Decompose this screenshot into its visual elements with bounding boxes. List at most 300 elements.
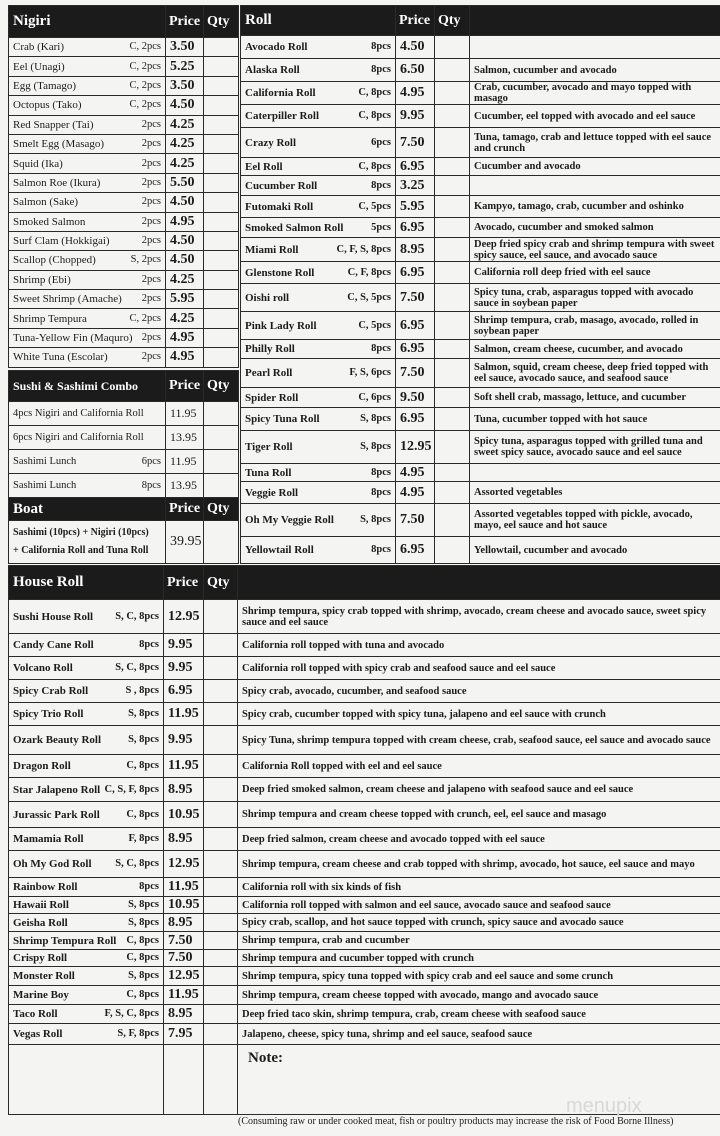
empty-cell bbox=[9, 1045, 164, 1115]
item-name bbox=[241, 504, 396, 537]
item-description: Kampyo, tamago, crab, cucumber and oshinko bbox=[470, 196, 720, 218]
item-name bbox=[9, 1005, 164, 1024]
qty-cell[interactable] bbox=[435, 359, 470, 388]
item-price: 11.95 bbox=[166, 402, 204, 426]
qty-cell[interactable] bbox=[204, 726, 238, 755]
menu-item-row bbox=[9, 897, 720, 914]
menu-item-row bbox=[9, 726, 720, 755]
item-name-text: Squid (Ika) bbox=[13, 157, 63, 170]
item-name-text: Shrimp Tempura bbox=[13, 312, 87, 325]
item-price: 8.95 bbox=[164, 778, 204, 802]
price-header: Price bbox=[164, 566, 204, 600]
item-description: Salmon, cream cheese, cucumber, and avocado bbox=[470, 340, 720, 359]
qty-cell[interactable] bbox=[435, 105, 470, 128]
item-name-text: Vegas Roll bbox=[13, 1028, 63, 1040]
item-description: Avocado, cucumber and smoked salmon bbox=[470, 218, 720, 238]
qty-cell[interactable] bbox=[204, 154, 239, 173]
menu-item-row bbox=[9, 828, 720, 851]
menu-item-row bbox=[9, 778, 720, 802]
qty-cell[interactable] bbox=[435, 388, 470, 408]
item-name bbox=[9, 778, 164, 802]
qty-cell[interactable] bbox=[204, 115, 239, 134]
menu-item-row bbox=[9, 290, 239, 309]
item-description: Tuna, tamago, crab and lettuce topped with eel sauce and crunch bbox=[470, 128, 720, 158]
item-pieces: C, 5pcs bbox=[358, 200, 391, 212]
item-name-text: Cucumber Roll bbox=[245, 179, 318, 192]
item-pieces: 8pcs bbox=[139, 881, 159, 892]
menu-item-row bbox=[241, 218, 720, 238]
nigiri-table bbox=[8, 5, 239, 368]
combo-title: Sushi & Sashimi Combo bbox=[9, 371, 166, 402]
item-pieces: C, 6pcs bbox=[358, 391, 391, 403]
qty-cell[interactable] bbox=[204, 986, 238, 1005]
item-name-text: California Roll bbox=[245, 87, 316, 99]
qty-cell[interactable] bbox=[435, 128, 470, 158]
item-name bbox=[9, 802, 164, 828]
boat-price: 39.95 bbox=[166, 521, 204, 564]
menu-item-row bbox=[9, 450, 239, 474]
item-name bbox=[9, 38, 166, 57]
boat-row bbox=[9, 521, 239, 564]
qty-cell[interactable] bbox=[204, 600, 238, 634]
qty-cell[interactable] bbox=[204, 426, 239, 450]
item-price: 3.50 bbox=[166, 76, 204, 95]
qty-cell[interactable] bbox=[204, 521, 239, 564]
item-name bbox=[241, 105, 396, 128]
qty-cell[interactable] bbox=[435, 284, 470, 312]
item-price: 12.95 bbox=[164, 967, 204, 986]
menu-item-row bbox=[9, 657, 720, 680]
item-name-text: Alaska Roll bbox=[245, 64, 300, 76]
item-price: 3.50 bbox=[166, 38, 204, 57]
item-name-text: Volcano Roll bbox=[13, 662, 73, 674]
item-pieces: 2pcs bbox=[141, 351, 161, 363]
item-name-text: Geisha Roll bbox=[13, 916, 68, 929]
item-name-text: Smelt Egg (Masago) bbox=[13, 138, 105, 151]
qty-cell[interactable] bbox=[204, 634, 238, 657]
item-name bbox=[241, 238, 396, 262]
item-name-text: White Tuna (Escolar) bbox=[13, 351, 108, 364]
qty-cell[interactable] bbox=[204, 1005, 238, 1024]
item-price: 3.25 bbox=[396, 176, 435, 196]
item-name bbox=[9, 1024, 164, 1045]
item-pieces: 2pcs bbox=[141, 118, 161, 130]
menu-item-row bbox=[9, 986, 720, 1005]
item-description: Crab, cucumber, avocado and mayo topped with masago bbox=[470, 82, 720, 105]
combo-table bbox=[8, 370, 239, 498]
item-name bbox=[9, 328, 166, 347]
item-pieces: S, 8pcs bbox=[128, 916, 159, 928]
item-pieces: 2pcs bbox=[141, 215, 161, 227]
item-pieces: S, C, 8pcs bbox=[115, 858, 159, 869]
menu-item-row bbox=[241, 196, 720, 218]
item-name bbox=[9, 290, 166, 309]
item-price: 6.50 bbox=[396, 59, 435, 82]
item-name-text: Pink Lady Roll bbox=[245, 319, 317, 332]
item-name-text: Yellowtail Roll bbox=[245, 544, 314, 556]
qty-cell[interactable] bbox=[204, 134, 239, 153]
item-description: California roll topped with salmon and eel sauce, avocado sauce and seafood sauce bbox=[238, 897, 720, 914]
item-description: Shrimp tempura, spicy crab topped with shrimp, avocado, cream cheese and avocado sauce, sweet spicy sauce and eel sauce bbox=[238, 600, 720, 634]
qty-cell[interactable] bbox=[204, 967, 238, 986]
qty-cell[interactable] bbox=[204, 38, 239, 57]
qty-cell[interactable] bbox=[204, 474, 239, 498]
item-price: 4.95 bbox=[396, 82, 435, 105]
item-name-text: Futomaki Roll bbox=[245, 200, 314, 213]
item-description: Shrimp tempura, cream cheese and crab topped with shrimp, avocado, hot sauce, eel sauce and mayo bbox=[238, 851, 720, 878]
item-name-text: Spicy Crab Roll bbox=[13, 685, 89, 697]
qty-cell[interactable] bbox=[204, 76, 239, 95]
item-name-text: 4pcs Nigiri and California Roll bbox=[13, 408, 144, 419]
item-pieces: S, 8pcs bbox=[360, 441, 391, 452]
boat-title: Boat bbox=[9, 498, 166, 521]
item-description: Soft shell crab, massago, lettuce, and cucumber bbox=[470, 388, 720, 408]
item-name bbox=[9, 251, 166, 270]
house-roll-title: House Roll bbox=[9, 566, 164, 600]
qty-cell[interactable] bbox=[204, 851, 238, 878]
item-name-text: Salmon (Sake) bbox=[13, 196, 79, 209]
item-pieces: F, S, 6pcs bbox=[349, 367, 391, 378]
item-name-text: Rainbow Roll bbox=[13, 881, 78, 893]
item-name-text: Shrimp Tempura Roll bbox=[13, 934, 117, 947]
item-price: 9.95 bbox=[164, 657, 204, 680]
item-pieces: S, F, 8pcs bbox=[117, 1028, 159, 1039]
menu-item-row bbox=[241, 262, 720, 284]
item-name bbox=[9, 115, 166, 134]
menu-item-row bbox=[9, 309, 239, 328]
menu-item-row bbox=[9, 212, 239, 231]
qty-cell[interactable] bbox=[204, 778, 238, 802]
price-header: Price bbox=[396, 6, 435, 36]
qty-cell[interactable] bbox=[435, 312, 470, 340]
item-price: 4.50 bbox=[166, 231, 204, 250]
item-description: Assorted vegetables topped with pickle, avocado, mayo, eel sauce and hot sauce bbox=[470, 504, 720, 537]
item-pieces: 2pcs bbox=[141, 332, 161, 344]
empty-cell bbox=[164, 1045, 204, 1115]
menu-item-row bbox=[9, 402, 239, 426]
qty-cell[interactable] bbox=[435, 537, 470, 564]
item-name bbox=[241, 482, 396, 504]
boat-line: Sashimi (10pcs) + Nigiri (10pcs) bbox=[13, 527, 149, 538]
item-name bbox=[9, 878, 164, 897]
item-name bbox=[9, 96, 166, 115]
item-pieces: S, 8pcs bbox=[128, 970, 159, 981]
boat-description bbox=[9, 521, 166, 564]
item-price: 7.50 bbox=[396, 128, 435, 158]
item-name-text: Pearl Roll bbox=[245, 367, 293, 379]
qty-cell[interactable] bbox=[204, 251, 239, 270]
item-price: 10.95 bbox=[164, 802, 204, 828]
roll-table bbox=[240, 5, 720, 564]
menu-item-row bbox=[241, 238, 720, 262]
item-name bbox=[241, 176, 396, 196]
qty-cell[interactable] bbox=[204, 932, 238, 950]
item-name-text: Hawaii Roll bbox=[13, 899, 69, 911]
menu-item-row bbox=[241, 388, 720, 408]
item-description: California roll topped with spicy crab and seafood sauce and eel sauce bbox=[238, 657, 720, 680]
qty-cell[interactable] bbox=[204, 290, 239, 309]
item-price: 4.50 bbox=[166, 193, 204, 212]
item-description: Yellowtail, cucumber and avocado bbox=[470, 537, 720, 564]
item-price: 5.50 bbox=[166, 173, 204, 192]
item-name bbox=[9, 450, 166, 474]
qty-cell[interactable] bbox=[204, 270, 239, 289]
menu-item-row bbox=[9, 1024, 720, 1045]
item-name bbox=[9, 726, 164, 755]
item-name bbox=[241, 158, 396, 176]
item-pieces: 8pcs bbox=[141, 480, 161, 491]
item-name bbox=[9, 134, 166, 153]
roll-title: Roll bbox=[241, 6, 396, 36]
item-price: 4.25 bbox=[166, 154, 204, 173]
item-price: 4.50 bbox=[166, 96, 204, 115]
qty-cell[interactable] bbox=[204, 755, 238, 778]
item-pieces: C, 8pcs bbox=[358, 160, 391, 172]
item-name bbox=[9, 57, 166, 76]
menu-item-row bbox=[9, 755, 720, 778]
item-name-text: Philly Roll bbox=[245, 343, 295, 355]
qty-cell[interactable] bbox=[204, 950, 238, 967]
item-name-text: Smoked Salmon Roll bbox=[245, 221, 344, 234]
item-price: 9.95 bbox=[164, 726, 204, 755]
qty-cell[interactable] bbox=[435, 176, 470, 196]
item-pieces: C, 8pcs bbox=[358, 110, 391, 121]
item-pieces: C, 8pcs bbox=[126, 934, 159, 946]
item-price: 8.95 bbox=[164, 914, 204, 932]
menu-item-row bbox=[9, 680, 720, 703]
qty-cell[interactable] bbox=[435, 196, 470, 218]
item-price: 7.50 bbox=[396, 504, 435, 537]
menu-item-row bbox=[9, 474, 239, 498]
qty-cell[interactable] bbox=[204, 193, 239, 212]
qty-cell[interactable] bbox=[204, 1024, 238, 1045]
item-description: Deep fried spicy crab and shrimp tempura with sweet spicy sauce, eel sauce, and avocado sauce bbox=[470, 238, 720, 262]
item-pieces: 8pcs bbox=[371, 544, 391, 555]
item-name-text: Shrimp (Ebi) bbox=[13, 273, 71, 286]
item-name bbox=[241, 312, 396, 340]
boat-table bbox=[8, 497, 239, 564]
item-description: Spicy tuna, asparagus topped with grilled tuna and sweet spicy sauce, avocado sauce and eel sauce bbox=[470, 431, 720, 464]
qty-cell[interactable] bbox=[204, 173, 239, 192]
item-name bbox=[9, 154, 166, 173]
item-price: 12.95 bbox=[164, 600, 204, 634]
qty-cell[interactable] bbox=[435, 218, 470, 238]
qty-cell[interactable] bbox=[204, 348, 239, 367]
qty-cell[interactable] bbox=[435, 431, 470, 464]
menu-item-row bbox=[9, 134, 239, 153]
item-name-text: Monster Roll bbox=[13, 970, 75, 982]
menu-item-row bbox=[9, 914, 720, 932]
menu-item-row bbox=[9, 96, 239, 115]
item-description: Shrimp tempura, cream cheese topped with avocado, mango and avocado sauce bbox=[238, 986, 720, 1005]
item-name-text: Veggie Roll bbox=[245, 486, 299, 499]
qty-cell[interactable] bbox=[204, 657, 238, 680]
item-name-text: Scallop (Chopped) bbox=[13, 254, 96, 267]
item-name bbox=[241, 82, 396, 105]
menu-item-row bbox=[241, 340, 720, 359]
description-header bbox=[238, 566, 720, 600]
item-name-text: Marine Boy bbox=[13, 989, 69, 1001]
item-name bbox=[9, 932, 164, 950]
item-name bbox=[9, 173, 166, 192]
qty-cell[interactable] bbox=[204, 703, 238, 726]
item-name-text: Tiger Roll bbox=[245, 441, 293, 453]
qty-cell[interactable] bbox=[435, 82, 470, 105]
item-pieces: 2pcs bbox=[141, 157, 161, 169]
item-name bbox=[241, 218, 396, 238]
qty-cell[interactable] bbox=[435, 36, 470, 59]
item-name-text: Sashimi Lunch bbox=[13, 456, 77, 467]
item-name bbox=[9, 851, 164, 878]
qty-cell[interactable] bbox=[435, 262, 470, 284]
qty-cell[interactable] bbox=[204, 402, 239, 426]
item-description: Salmon, squid, cream cheese, deep fried topped with eel sauce, avocado sauce, and seafood sauce bbox=[470, 359, 720, 388]
house-roll-table bbox=[8, 565, 720, 1115]
menu-item-row bbox=[9, 967, 720, 986]
item-pieces: C, 2pcs bbox=[129, 60, 161, 72]
item-pieces: 8pcs bbox=[139, 639, 159, 650]
qty-cell[interactable] bbox=[204, 897, 238, 914]
qty-cell[interactable] bbox=[204, 96, 239, 115]
item-name-text: Taco Roll bbox=[13, 1008, 58, 1020]
item-name-text: Spicy Trio Roll bbox=[13, 708, 84, 720]
menu-item-row bbox=[9, 932, 720, 950]
menu-item-row bbox=[241, 128, 720, 158]
qty-cell[interactable] bbox=[204, 450, 239, 474]
item-name-text: Salmon Roe (Ikura) bbox=[13, 176, 101, 189]
item-price: 4.95 bbox=[396, 482, 435, 504]
item-name-text: Sweet Shrimp (Amache) bbox=[13, 293, 122, 306]
item-description: Shrimp tempura and cucumber topped with crunch bbox=[238, 950, 720, 967]
item-price: 6.95 bbox=[396, 312, 435, 340]
item-description: Cucumber, eel topped with avocado and eel sauce bbox=[470, 105, 720, 128]
item-description: Shrimp tempura and cream cheese topped with crunch, eel, eel sauce and masago bbox=[238, 802, 720, 828]
item-pieces: F, S, C, 8pcs bbox=[104, 1008, 159, 1019]
qty-cell[interactable] bbox=[204, 212, 239, 231]
item-price: 4.25 bbox=[166, 134, 204, 153]
item-name-text: Star Jalapeno Roll bbox=[13, 783, 101, 796]
item-pieces: C, 2pcs bbox=[129, 79, 161, 91]
qty-cell[interactable] bbox=[204, 231, 239, 250]
item-price: 6.95 bbox=[396, 408, 435, 431]
qty-cell[interactable] bbox=[204, 57, 239, 76]
item-description: Assorted vegetables bbox=[470, 482, 720, 504]
menu-item-row bbox=[9, 76, 239, 95]
qty-cell[interactable] bbox=[204, 914, 238, 932]
qty-cell[interactable] bbox=[435, 59, 470, 82]
qty-cell[interactable] bbox=[435, 482, 470, 504]
item-pieces: 2pcs bbox=[141, 273, 161, 285]
qty-cell[interactable] bbox=[435, 238, 470, 262]
qty-cell[interactable] bbox=[204, 680, 238, 703]
item-pieces: C, 8pcs bbox=[126, 808, 159, 820]
item-name-text: Ozark Beauty Roll bbox=[13, 734, 101, 746]
qty-cell[interactable] bbox=[435, 504, 470, 537]
item-price: 7.50 bbox=[164, 932, 204, 950]
item-description: California roll with six kinds of fish bbox=[238, 878, 720, 897]
price-header: Price bbox=[166, 371, 204, 402]
item-price: 7.50 bbox=[396, 359, 435, 388]
qty-cell[interactable] bbox=[204, 802, 238, 828]
qty-cell[interactable] bbox=[435, 408, 470, 431]
note-label: Note: bbox=[248, 1050, 283, 1066]
description-header bbox=[470, 6, 720, 36]
qty-cell[interactable] bbox=[435, 340, 470, 359]
item-name bbox=[241, 537, 396, 564]
qty-cell[interactable] bbox=[204, 309, 239, 328]
item-name-text: Tuna-Yellow Fin (Maquro) bbox=[13, 332, 133, 345]
qty-cell[interactable] bbox=[204, 828, 238, 851]
qty-cell[interactable] bbox=[435, 158, 470, 176]
qty-cell[interactable] bbox=[204, 878, 238, 897]
qty-header: Qty bbox=[204, 371, 239, 402]
item-price: 8.95 bbox=[396, 238, 435, 262]
item-price: 4.25 bbox=[166, 309, 204, 328]
menu-item-row bbox=[9, 1005, 720, 1024]
item-pieces: S, C, 8pcs bbox=[115, 610, 159, 622]
qty-cell[interactable] bbox=[435, 464, 470, 482]
item-description: Salmon, cucumber and avocado bbox=[470, 59, 720, 82]
item-description bbox=[470, 36, 720, 59]
item-pieces: 2pcs bbox=[141, 293, 161, 305]
item-price: 5.95 bbox=[396, 196, 435, 218]
qty-cell[interactable] bbox=[204, 1045, 238, 1115]
item-name bbox=[9, 703, 164, 726]
menu-item-row bbox=[9, 348, 239, 367]
item-name-text: Oh My Veggie Roll bbox=[245, 514, 334, 526]
item-pieces: 6pcs bbox=[141, 456, 161, 467]
item-price: 6.95 bbox=[164, 680, 204, 703]
item-name bbox=[241, 128, 396, 158]
item-price: 9.50 bbox=[396, 388, 435, 408]
item-name bbox=[241, 408, 396, 431]
menu-item-row bbox=[241, 82, 720, 105]
item-pieces: C, F, S, 8pcs bbox=[336, 243, 391, 255]
price-header: Price bbox=[166, 498, 204, 521]
item-pieces: 2pcs bbox=[141, 138, 161, 150]
item-pieces: 8pcs bbox=[371, 466, 391, 478]
note-area[interactable] bbox=[238, 1045, 720, 1115]
item-name bbox=[241, 359, 396, 388]
item-name-text: Eel (Unagi) bbox=[13, 60, 65, 73]
item-pieces: S , 8pcs bbox=[125, 685, 159, 696]
item-name bbox=[9, 231, 166, 250]
item-pieces: S, 8pcs bbox=[128, 708, 159, 719]
item-price: 11.95 bbox=[164, 755, 204, 778]
menu-item-row bbox=[9, 57, 239, 76]
item-pieces: C, S, F, 8pcs bbox=[104, 783, 159, 795]
item-name-text: 6pcs Nigiri and California Roll bbox=[13, 432, 144, 443]
item-name bbox=[9, 914, 164, 932]
item-pieces: S, 8pcs bbox=[360, 413, 391, 424]
nigiri-title: Nigiri bbox=[9, 6, 166, 38]
menu-item-row bbox=[9, 154, 239, 173]
item-name bbox=[9, 193, 166, 212]
item-description: Deep fried salmon, cream cheese and avocado topped with eel sauce bbox=[238, 828, 720, 851]
item-name bbox=[9, 76, 166, 95]
item-price: 11.95 bbox=[166, 450, 204, 474]
menu-item-row bbox=[9, 703, 720, 726]
menu-item-row bbox=[241, 537, 720, 564]
item-pieces: 2pcs bbox=[141, 196, 161, 208]
item-name-text: Crab (Kari) bbox=[13, 41, 65, 54]
item-pieces: C, 2pcs bbox=[129, 41, 161, 53]
menu-item-row bbox=[9, 115, 239, 134]
qty-cell[interactable] bbox=[204, 328, 239, 347]
item-pieces: S, 8pcs bbox=[128, 899, 159, 910]
menu-item-row bbox=[241, 359, 720, 388]
item-name bbox=[9, 426, 166, 450]
